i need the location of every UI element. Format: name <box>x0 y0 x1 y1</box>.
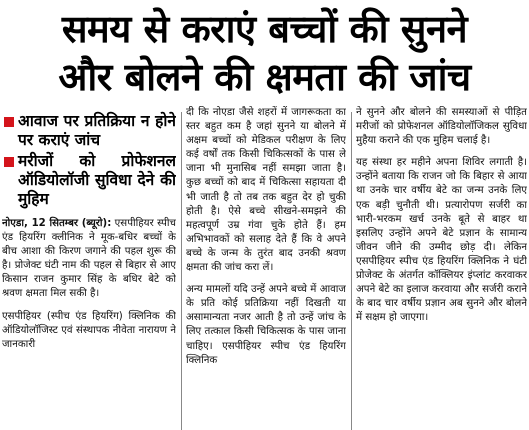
article-body <box>0 106 529 430</box>
red-square-icon <box>4 117 14 127</box>
paragraph: दी कि नोएडा जैसे शहरों में जागरूकता का स्तर बहुत कम है जहां सुनने या बोलने में अक्षम बच्चों को मेडिकल परीक्षण के लिए कई वर्षों तक किसी चिकित्सकों के पास ले जाना भी मुनासिब नहीं समझा जाता है। कुछ बच्चों को बाद में चिकित्सा सहायता दी भी जाती है तो तब तक बहुत देर हो चुकी होती है। ऐसे बच्चे सीखने-समझने की महत्वपूर्ण उम्र गंवा चुके होते हैं। हम अभिभावकों को सलाह देते हैं कि वे अपने बच्चे के जन्म के तुरंत बाद उनकी श्रवण क्षमता की जांच करा लें। <box>186 107 346 274</box>
dateline: नोएडा, 12 सितम्बर (ब्यूरो): <box>2 218 112 229</box>
article-column-1 <box>2 106 176 352</box>
article-column-2 <box>186 106 346 368</box>
highlight-text: आवाज पर प्रतिक्रिया न होने पर कराएं जांच <box>18 112 176 149</box>
highlight-bullets <box>2 112 176 209</box>
article-column-3 <box>356 106 527 325</box>
paragraph: एसपीहियर स्पीच एंड हियरिंग क्लीनिक ने मूक-बधिर बच्चों के बीच आशा की किरण जगाने की पहल शुरू की है। प्रोजेक्ट घंटी नाम की पहल से बिहार से आए किसान राजन कुमार सिंह के बधिर बेटे को श्रवण क्षमता मिल सकी है। <box>2 218 176 300</box>
red-square-icon <box>4 157 14 167</box>
highlight-bullet <box>2 112 176 150</box>
highlight-text: मरीजों को प्रोफेशनल ऑडियोलॉजी सुविधा देने की मुहिम <box>18 152 176 208</box>
headline-line-2: और बोलने की क्षमता की जांच <box>58 55 471 99</box>
paragraph: यह संस्था हर महीने अपना शिविर लगाती है। उन्होंने बताया कि राजन जो कि बिहार से आया था उनके चार वर्षीय बेटे का जन्म उनके लिए एक बड़ी चुनौती थी। प्रत्यारोपण सर्जरी का भारी-भरकम खर्च उनके बूते से बाहर था इसलिए उन्होंने अपने बेटे प्रज्ञान के सामान्य जीवन जीने की उम्मीद छोड़ दी। लेकिन एसपीहियर स्पीच एंड हियरिंग क्लिनिक ने घंटी प्रोजेक्ट के अंतर्गत कॉक्लियर इंप्लांट करवाकर अपने बेटे का इलाज करवाया और सर्जरी कराने के बाद चार वर्षीय प्रज्ञान अब सुनने और बोलने में सक्षम हो जाएगा। <box>356 157 527 324</box>
headline-line-1: समय से कराएं बच्चों की सुनने <box>61 7 468 51</box>
paragraph: एसपीहियर (स्पीच एंड हियरिंग) क्लिनिक की ऑडियोलॉजिस्ट एवं संस्थापक नीवेता नारायण ने जानकारी <box>2 310 176 350</box>
highlight-bullet <box>2 152 176 209</box>
paragraph: अन्य मामलों यदि उन्हें अपने बच्चे में आवाज के प्रति कोई प्रतिक्रिया नहीं दिखती या असामान्यता नजर आती है तो उन्हें जांच के लिए तत्काल किसी चिकित्सक के पास जाना चाहिए। एसपीहियर स्पीच एंड हियरिंग क्लिनिक <box>186 284 346 366</box>
paragraph: ने सुनने और बोलने की समस्याओं से पीड़ित मरीजों को प्रोफेशनल ऑडियोलॉजिकल सुविधा मुहैया कराने की एक मुहिम चलाई है। <box>356 107 527 147</box>
